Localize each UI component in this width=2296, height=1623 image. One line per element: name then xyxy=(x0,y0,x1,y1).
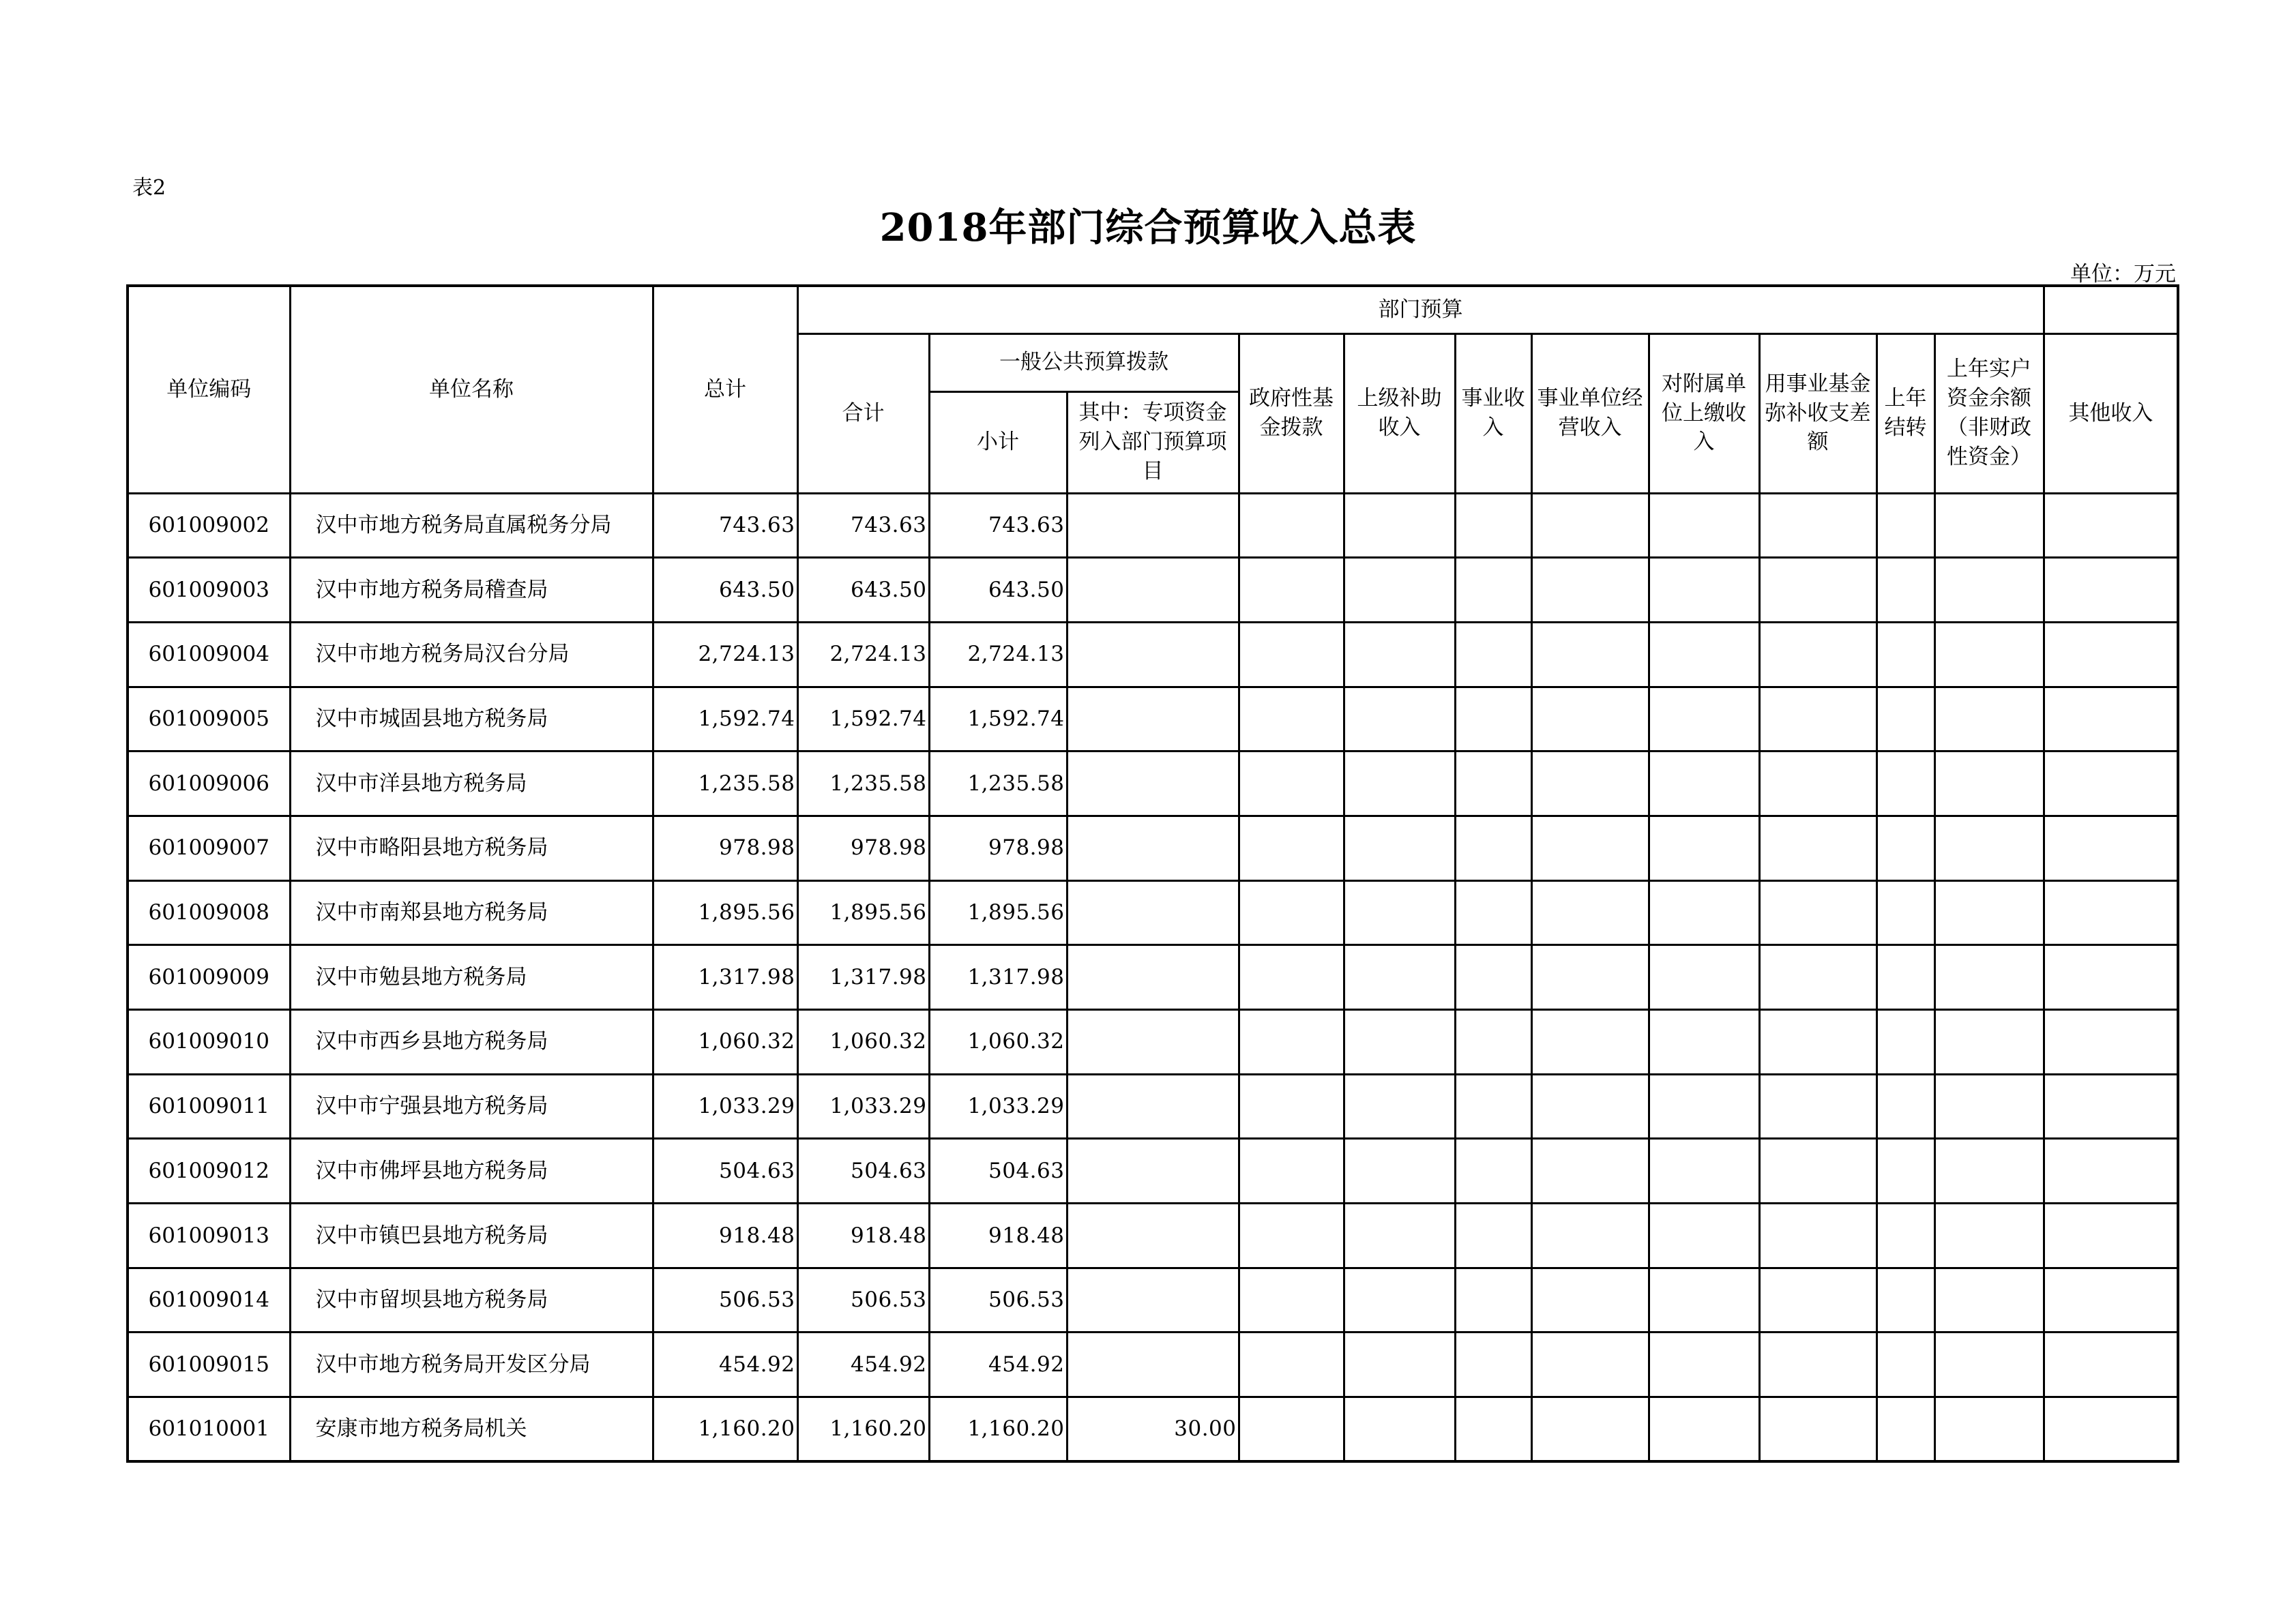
cell-total: 918.48 xyxy=(653,1204,797,1268)
cell-fund-offset xyxy=(1759,493,1876,558)
cell-subtotal: 506.53 xyxy=(929,1268,1067,1332)
cell-unit-name: 汉中市地方税务局汉台分局 xyxy=(290,622,653,687)
cell-prior-balance xyxy=(1934,945,2044,1010)
cell-affiliated-income xyxy=(1649,945,1759,1010)
cell-sum: 978.98 xyxy=(797,816,929,880)
cell-gov-fund xyxy=(1239,493,1344,558)
cell-total: 504.63 xyxy=(653,1139,797,1204)
cell-subtotal: 918.48 xyxy=(929,1204,1067,1268)
cell-unit-name: 汉中市镇巴县地方税务局 xyxy=(290,1204,653,1268)
table-row xyxy=(128,1010,2178,1075)
cell-affiliated-income xyxy=(1649,622,1759,687)
cell-business-income xyxy=(1455,622,1531,687)
header-affiliated-income: 对附属单位上缴收入 xyxy=(1649,333,1759,493)
cell-unit-name: 汉中市略阳县地方税务局 xyxy=(290,816,653,880)
cell-gov-fund xyxy=(1239,816,1344,880)
cell-sum: 504.63 xyxy=(797,1139,929,1204)
cell-gov-fund xyxy=(1239,1204,1344,1268)
cell-prior-balance xyxy=(1934,558,2044,623)
cell-special-funds xyxy=(1067,687,1239,751)
cell-subtotal: 2,724.13 xyxy=(929,622,1067,687)
header-gov-fund: 政府性基金拨款 xyxy=(1239,333,1344,493)
cell-superior-subsidy xyxy=(1344,1139,1455,1204)
table-row xyxy=(128,493,2178,558)
cell-fund-offset xyxy=(1759,1010,1876,1075)
cell-other-income xyxy=(2044,1074,2178,1139)
cell-gov-fund xyxy=(1239,751,1344,816)
cell-affiliated-income xyxy=(1649,1204,1759,1268)
cell-other-income xyxy=(2044,880,2178,945)
header-special-funds: 其中：专项资金列入部门预算项目 xyxy=(1067,391,1239,493)
cell-total: 978.98 xyxy=(653,816,797,880)
cell-business-operating xyxy=(1531,558,1649,623)
cell-subtotal: 454.92 xyxy=(929,1332,1067,1397)
cell-gov-fund xyxy=(1239,945,1344,1010)
table-row xyxy=(128,1268,2178,1332)
cell-unit-code: 601009007 xyxy=(128,816,290,880)
cell-unit-name: 汉中市地方税务局开发区分局 xyxy=(290,1332,653,1397)
cell-special-funds xyxy=(1067,558,1239,623)
cell-total: 1,235.58 xyxy=(653,751,797,816)
cell-gov-fund xyxy=(1239,1268,1344,1332)
cell-superior-subsidy xyxy=(1344,1397,1455,1462)
cell-special-funds xyxy=(1067,880,1239,945)
cell-business-operating xyxy=(1531,687,1649,751)
cell-gov-fund xyxy=(1239,687,1344,751)
cell-prior-balance xyxy=(1934,1397,2044,1462)
cell-other-income xyxy=(2044,558,2178,623)
cell-business-operating xyxy=(1531,622,1649,687)
cell-prior-balance xyxy=(1934,1074,2044,1139)
cell-sum: 1,235.58 xyxy=(797,751,929,816)
cell-other-income xyxy=(2044,622,2178,687)
cell-carryover xyxy=(1876,558,1934,623)
cell-carryover xyxy=(1876,751,1934,816)
cell-superior-subsidy xyxy=(1344,687,1455,751)
cell-subtotal: 643.50 xyxy=(929,558,1067,623)
cell-superior-subsidy xyxy=(1344,558,1455,623)
cell-superior-subsidy xyxy=(1344,622,1455,687)
cell-affiliated-income xyxy=(1649,493,1759,558)
cell-subtotal: 1,317.98 xyxy=(929,945,1067,1010)
cell-sum: 1,592.74 xyxy=(797,687,929,751)
cell-total: 506.53 xyxy=(653,1268,797,1332)
cell-total: 1,592.74 xyxy=(653,687,797,751)
cell-carryover xyxy=(1876,1268,1934,1332)
cell-unit-name: 汉中市城固县地方税务局 xyxy=(290,687,653,751)
cell-unit-code: 601009011 xyxy=(128,1074,290,1139)
cell-gov-fund xyxy=(1239,1139,1344,1204)
cell-unit-code: 601009009 xyxy=(128,945,290,1010)
cell-business-income xyxy=(1455,1332,1531,1397)
cell-carryover xyxy=(1876,493,1934,558)
cell-prior-balance xyxy=(1934,1010,2044,1075)
cell-affiliated-income xyxy=(1649,558,1759,623)
cell-unit-name: 汉中市西乡县地方税务局 xyxy=(290,1010,653,1075)
cell-carryover xyxy=(1876,1397,1934,1462)
cell-carryover xyxy=(1876,816,1934,880)
cell-fund-offset xyxy=(1759,1397,1876,1462)
cell-sum: 918.48 xyxy=(797,1204,929,1268)
cell-business-income xyxy=(1455,945,1531,1010)
cell-other-income xyxy=(2044,1332,2178,1397)
cell-unit-code: 601009013 xyxy=(128,1204,290,1268)
table-row xyxy=(128,880,2178,945)
cell-fund-offset xyxy=(1759,880,1876,945)
cell-business-operating xyxy=(1531,493,1649,558)
header-fund-offset: 用事业基金弥补收支差额 xyxy=(1759,333,1876,493)
cell-fund-offset xyxy=(1759,751,1876,816)
cell-unit-name: 汉中市佛坪县地方税务局 xyxy=(290,1139,653,1204)
cell-fund-offset xyxy=(1759,558,1876,623)
cell-special-funds xyxy=(1067,1332,1239,1397)
cell-other-income xyxy=(2044,751,2178,816)
cell-business-income xyxy=(1455,1397,1531,1462)
cell-other-income xyxy=(2044,1204,2178,1268)
cell-affiliated-income xyxy=(1649,687,1759,751)
cell-unit-name: 汉中市南郑县地方税务局 xyxy=(290,880,653,945)
cell-affiliated-income xyxy=(1649,1074,1759,1139)
header-prior-balance: 上年实户资金余额（非财政性资金） xyxy=(1934,333,2044,493)
cell-sum: 1,033.29 xyxy=(797,1074,929,1139)
cell-superior-subsidy xyxy=(1344,1074,1455,1139)
cell-gov-fund xyxy=(1239,1397,1344,1462)
cell-superior-subsidy xyxy=(1344,1332,1455,1397)
cell-other-income xyxy=(2044,1010,2178,1075)
cell-total: 2,724.13 xyxy=(653,622,797,687)
cell-total: 454.92 xyxy=(653,1332,797,1397)
cell-prior-balance xyxy=(1934,1268,2044,1332)
cell-sum: 1,895.56 xyxy=(797,880,929,945)
cell-carryover xyxy=(1876,1332,1934,1397)
cell-carryover xyxy=(1876,622,1934,687)
cell-other-income xyxy=(2044,945,2178,1010)
cell-gov-fund xyxy=(1239,1332,1344,1397)
table-row xyxy=(128,945,2178,1010)
table-row xyxy=(128,1397,2178,1462)
cell-other-income xyxy=(2044,816,2178,880)
header-total: 总计 xyxy=(653,286,797,493)
cell-business-operating xyxy=(1531,816,1649,880)
cell-gov-fund xyxy=(1239,558,1344,623)
cell-business-income xyxy=(1455,1074,1531,1139)
cell-subtotal: 1,060.32 xyxy=(929,1010,1067,1075)
page-title: 2018年部门综合预算收入总表 xyxy=(879,205,1417,250)
cell-business-income xyxy=(1455,1204,1531,1268)
cell-superior-subsidy xyxy=(1344,816,1455,880)
cell-carryover xyxy=(1876,945,1934,1010)
cell-total: 1,060.32 xyxy=(653,1010,797,1075)
cell-fund-offset xyxy=(1759,1074,1876,1139)
cell-other-income xyxy=(2044,1397,2178,1462)
table-row xyxy=(128,558,2178,623)
cell-fund-offset xyxy=(1759,1204,1876,1268)
cell-business-income xyxy=(1455,816,1531,880)
cell-sum: 743.63 xyxy=(797,493,929,558)
cell-carryover xyxy=(1876,1204,1934,1268)
cell-special-funds xyxy=(1067,751,1239,816)
cell-business-income xyxy=(1455,1268,1531,1332)
cell-sum: 1,060.32 xyxy=(797,1010,929,1075)
cell-affiliated-income xyxy=(1649,1010,1759,1075)
cell-subtotal: 1,160.20 xyxy=(929,1397,1067,1462)
cell-sum: 1,317.98 xyxy=(797,945,929,1010)
cell-superior-subsidy xyxy=(1344,945,1455,1010)
table-row xyxy=(128,1139,2178,1204)
header-subtotal: 小计 xyxy=(929,391,1067,493)
cell-other-income xyxy=(2044,493,2178,558)
cell-business-operating xyxy=(1531,945,1649,1010)
cell-total: 1,033.29 xyxy=(653,1074,797,1139)
cell-unit-name: 汉中市留坝县地方税务局 xyxy=(290,1268,653,1332)
cell-affiliated-income xyxy=(1649,1332,1759,1397)
header-business-operating: 事业单位经营收入 xyxy=(1531,333,1649,493)
cell-subtotal: 504.63 xyxy=(929,1139,1067,1204)
cell-business-operating xyxy=(1531,751,1649,816)
cell-gov-fund xyxy=(1239,622,1344,687)
header-unit-name: 单位名称 xyxy=(290,286,653,493)
cell-unit-code: 601009004 xyxy=(128,622,290,687)
cell-subtotal: 978.98 xyxy=(929,816,1067,880)
cell-special-funds xyxy=(1067,1074,1239,1139)
cell-sum: 643.50 xyxy=(797,558,929,623)
table-row xyxy=(128,687,2178,751)
cell-carryover xyxy=(1876,1074,1934,1139)
cell-business-income xyxy=(1455,493,1531,558)
cell-business-operating xyxy=(1531,1204,1649,1268)
cell-total: 1,160.20 xyxy=(653,1397,797,1462)
cell-superior-subsidy xyxy=(1344,880,1455,945)
cell-gov-fund xyxy=(1239,880,1344,945)
cell-total: 1,895.56 xyxy=(653,880,797,945)
cell-fund-offset xyxy=(1759,816,1876,880)
cell-subtotal: 743.63 xyxy=(929,493,1067,558)
cell-superior-subsidy xyxy=(1344,1204,1455,1268)
cell-superior-subsidy xyxy=(1344,751,1455,816)
cell-special-funds xyxy=(1067,816,1239,880)
cell-gov-fund xyxy=(1239,1074,1344,1139)
cell-subtotal: 1,033.29 xyxy=(929,1074,1067,1139)
table-row xyxy=(128,1332,2178,1397)
cell-affiliated-income xyxy=(1649,1397,1759,1462)
cell-prior-balance xyxy=(1934,1332,2044,1397)
cell-subtotal: 1,592.74 xyxy=(929,687,1067,751)
cell-prior-balance xyxy=(1934,751,2044,816)
cell-special-funds xyxy=(1067,1010,1239,1075)
cell-unit-code: 601010001 xyxy=(128,1397,290,1462)
header-dept-budget: 部门预算 xyxy=(797,286,2044,333)
cell-business-income xyxy=(1455,751,1531,816)
table-row xyxy=(128,1204,2178,1268)
header-unit-code: 单位编码 xyxy=(128,286,290,493)
cell-business-operating xyxy=(1531,1397,1649,1462)
table-row xyxy=(128,622,2178,687)
table-row xyxy=(128,816,2178,880)
cell-carryover xyxy=(1876,880,1934,945)
cell-business-income xyxy=(1455,1010,1531,1075)
table-row xyxy=(128,751,2178,816)
cell-business-income xyxy=(1455,687,1531,751)
cell-unit-code: 601009006 xyxy=(128,751,290,816)
cell-business-income xyxy=(1455,1139,1531,1204)
cell-subtotal: 1,235.58 xyxy=(929,751,1067,816)
cell-special-funds xyxy=(1067,1268,1239,1332)
budget-income-table xyxy=(126,284,2179,1463)
cell-fund-offset xyxy=(1759,945,1876,1010)
header-superior-subsidy: 上级补助收入 xyxy=(1344,333,1455,493)
cell-affiliated-income xyxy=(1649,751,1759,816)
cell-other-income xyxy=(2044,1268,2178,1332)
cell-unit-name: 汉中市洋县地方税务局 xyxy=(290,751,653,816)
cell-affiliated-income xyxy=(1649,816,1759,880)
cell-total: 643.50 xyxy=(653,558,797,623)
cell-prior-balance xyxy=(1934,816,2044,880)
cell-unit-code: 601009005 xyxy=(128,687,290,751)
cell-special-funds xyxy=(1067,493,1239,558)
cell-carryover xyxy=(1876,1139,1934,1204)
cell-sum: 454.92 xyxy=(797,1332,929,1397)
cell-prior-balance xyxy=(1934,622,2044,687)
cell-unit-code: 601009012 xyxy=(128,1139,290,1204)
cell-unit-name: 汉中市地方税务局直属税务分局 xyxy=(290,493,653,558)
cell-fund-offset xyxy=(1759,687,1876,751)
cell-business-operating xyxy=(1531,1268,1649,1332)
cell-gov-fund xyxy=(1239,1010,1344,1075)
cell-superior-subsidy xyxy=(1344,1010,1455,1075)
cell-sum: 2,724.13 xyxy=(797,622,929,687)
cell-business-operating xyxy=(1531,880,1649,945)
header-other-income: 其他收入 xyxy=(2044,333,2178,493)
cell-unit-code: 601009010 xyxy=(128,1010,290,1075)
cell-prior-balance xyxy=(1934,1204,2044,1268)
cell-sum: 506.53 xyxy=(797,1268,929,1332)
cell-unit-name: 汉中市勉县地方税务局 xyxy=(290,945,653,1010)
cell-sum: 1,160.20 xyxy=(797,1397,929,1462)
cell-business-operating xyxy=(1531,1332,1649,1397)
cell-prior-balance xyxy=(1934,493,2044,558)
cell-business-operating xyxy=(1531,1010,1649,1075)
cell-carryover xyxy=(1876,687,1934,751)
cell-superior-subsidy xyxy=(1344,1268,1455,1332)
cell-unit-code: 601009003 xyxy=(128,558,290,623)
cell-other-income xyxy=(2044,687,2178,751)
cell-unit-name: 汉中市地方税务局稽查局 xyxy=(290,558,653,623)
cell-other-income xyxy=(2044,1139,2178,1204)
cell-special-funds xyxy=(1067,622,1239,687)
cell-unit-name: 安康市地方税务局机关 xyxy=(290,1397,653,1462)
cell-special-funds xyxy=(1067,945,1239,1010)
cell-total: 743.63 xyxy=(653,493,797,558)
cell-business-operating xyxy=(1531,1074,1649,1139)
cell-special-funds xyxy=(1067,1204,1239,1268)
cell-superior-subsidy xyxy=(1344,493,1455,558)
cell-business-operating xyxy=(1531,1139,1649,1204)
cell-prior-balance xyxy=(1934,687,2044,751)
header-subtotal-all: 合计 xyxy=(797,333,929,493)
header-blank xyxy=(2044,286,2178,333)
cell-fund-offset xyxy=(1759,1268,1876,1332)
cell-fund-offset xyxy=(1759,1139,1876,1204)
cell-unit-code: 601009015 xyxy=(128,1332,290,1397)
cell-unit-code: 601009002 xyxy=(128,493,290,558)
cell-unit-name: 汉中市宁强县地方税务局 xyxy=(290,1074,653,1139)
cell-special-funds: 30.00 xyxy=(1067,1397,1239,1462)
cell-affiliated-income xyxy=(1649,880,1759,945)
table-body xyxy=(128,493,2178,1461)
cell-business-income xyxy=(1455,880,1531,945)
cell-total: 1,317.98 xyxy=(653,945,797,1010)
cell-affiliated-income xyxy=(1649,1139,1759,1204)
unit-label: 单位：万元 xyxy=(2070,262,2176,286)
header-general-public: 一般公共预算拨款 xyxy=(929,333,1239,391)
cell-affiliated-income xyxy=(1649,1268,1759,1332)
cell-prior-balance xyxy=(1934,880,2044,945)
header-carryover: 上年结转 xyxy=(1876,333,1934,493)
cell-subtotal: 1,895.56 xyxy=(929,880,1067,945)
table-row xyxy=(128,1074,2178,1139)
header-business-income: 事业收入 xyxy=(1455,333,1531,493)
cell-unit-code: 601009014 xyxy=(128,1268,290,1332)
cell-unit-code: 601009008 xyxy=(128,880,290,945)
table-label: 表2 xyxy=(132,176,166,200)
cell-business-income xyxy=(1455,558,1531,623)
cell-fund-offset xyxy=(1759,1332,1876,1397)
cell-special-funds xyxy=(1067,1139,1239,1204)
cell-carryover xyxy=(1876,1010,1934,1075)
cell-prior-balance xyxy=(1934,1139,2044,1204)
cell-fund-offset xyxy=(1759,622,1876,687)
